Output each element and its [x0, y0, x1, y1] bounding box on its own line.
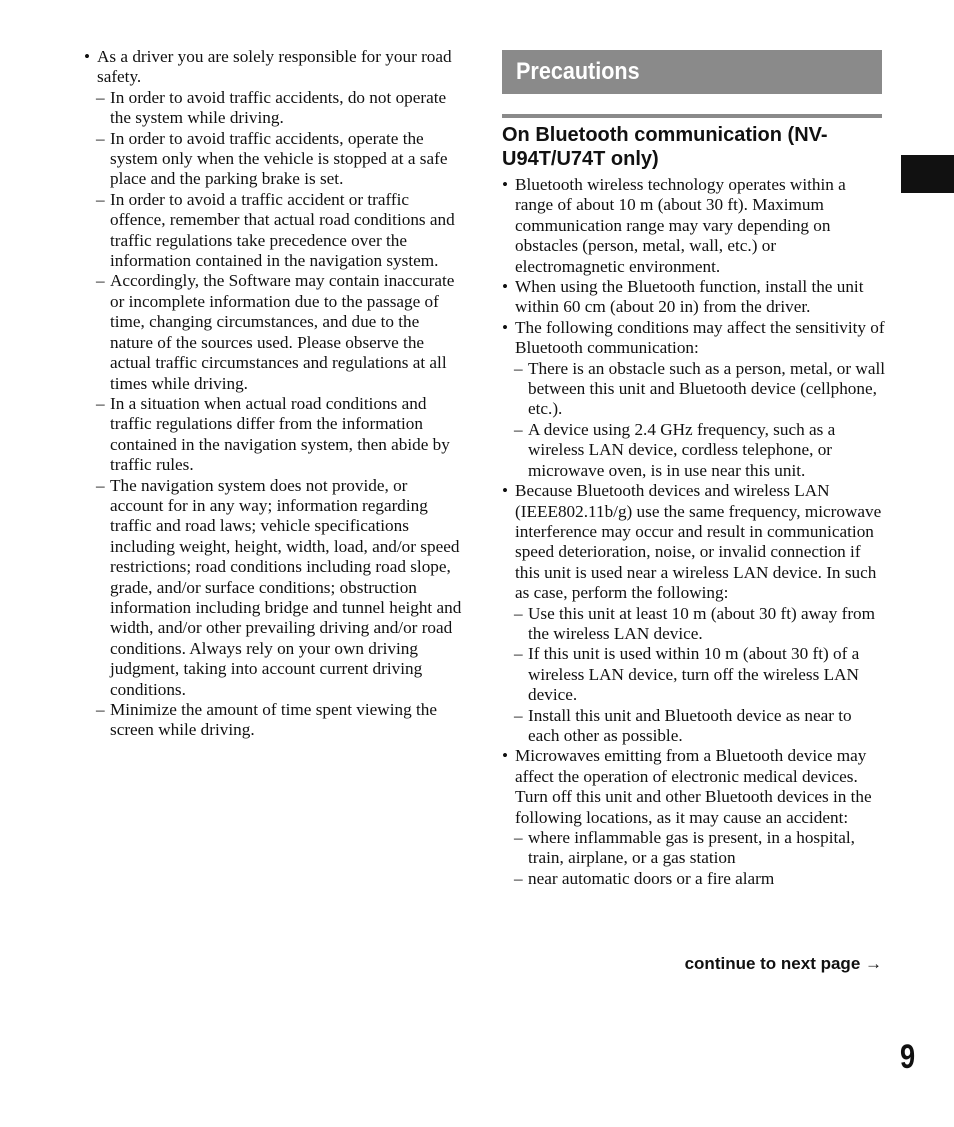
dash-text: The navigation system does not provide, or account for in any way; information regarding traffic and road laws; vehicle specifications including weight, height, width, load, and/or speed restrictions; road conditions including road slope, grade, and/or surface conditions; obstruction information including bridge and tunnel height and width, and/or other prevailing driving and/or road conditions. Always rely on your own driving judgment, taking into account current driving conditions. [110, 475, 462, 699]
dash-text: In order to avoid traffic accidents, do not operate the system while driving. [110, 87, 447, 128]
dash-text: where inflammable gas is present, in a hospital, train, airplane, or a gas station [528, 828, 855, 868]
dash-text: Install this unit and Bluetooth device as near to each other as possible. [528, 705, 852, 745]
bullet-mark: • [84, 47, 91, 66]
dash-item [84, 476, 464, 700]
dash-item [502, 828, 887, 869]
dash-mark: – [96, 475, 105, 495]
right-column [502, 50, 887, 889]
bullet-item [502, 277, 887, 318]
dash-item [84, 88, 464, 129]
dash-mark: – [96, 87, 105, 107]
dash-item [84, 129, 464, 190]
bullet-item [502, 318, 887, 359]
dash-text: Accordingly, the Software may contain inaccurate or incomplete information due to the passage of time, changing circumstances, and due to the nature of the sources used. Please observe the actual traffic circumstances and regulations at all times while driving. [110, 271, 455, 393]
dash-item [84, 394, 464, 476]
dash-text: A device using 2.4 GHz frequency, such as a wireless LAN device, cordless telephone, or microwave oven, is in use near this unit. [528, 419, 836, 480]
bullet-text: Microwaves emitting from a Bluetooth device may affect the operation of electronic medical devices. Turn off this unit and other Bluetooth devices in the following locations, as it may cause an accident: [515, 746, 872, 827]
dash-mark: – [514, 828, 523, 847]
dash-mark: – [96, 700, 105, 719]
dash-mark: – [514, 705, 523, 725]
dash-item [84, 271, 464, 393]
bullet-mark: • [502, 317, 509, 337]
dash-item [502, 644, 887, 705]
dash-text: Minimize the amount of time spent viewing the screen while driving. [110, 700, 437, 740]
dash-item [502, 359, 887, 420]
bullet-item [502, 746, 887, 828]
dash-text: If this unit is used within 10 m (about 30 ft) of a wireless LAN device, turn off the wireless LAN device. [528, 644, 860, 705]
dash-mark: – [514, 419, 523, 439]
dash-item [84, 190, 464, 272]
bullet-text: The following conditions may affect the sensitivity of Bluetooth communication: [515, 317, 885, 358]
bullet-mark: • [502, 277, 509, 297]
bullet-mark: • [502, 175, 509, 194]
dash-text: There is an obstacle such as a person, metal, or wall between this unit and Bluetooth device (cellphone, etc.). [528, 358, 885, 419]
bullet-item [84, 47, 464, 88]
dash-mark: – [96, 128, 105, 148]
dash-mark: – [514, 644, 523, 664]
dash-item [502, 604, 887, 645]
bullet-mark: • [502, 746, 509, 766]
dash-item [502, 706, 887, 747]
dash-mark: – [514, 603, 523, 623]
bullet-text: When using the Bluetooth function, install the unit within 60 cm (about 20 in) from the driver. [515, 277, 864, 317]
bullet-text: Bluetooth wireless technology operates within a range of about 10 m (about 30 ft). Maximum communication range may vary depending on obstacles (person, metal, wall, etc.) or electromagnetic environment. [515, 175, 846, 276]
subheading: On Bluetooth communication (NV-U94T/U74T only) [502, 124, 828, 170]
dash-mark: – [96, 393, 105, 413]
page-number: 9 [900, 1038, 916, 1076]
dash-text: In order to avoid a traffic accident or traffic offence, remember that actual road conditions and traffic regulations take precedence over the information contained in the navigation system. [110, 189, 455, 271]
bullet-text: As a driver you are solely responsible for your road safety. [97, 47, 452, 87]
dash-item [84, 700, 464, 741]
dash-text: In a situation when actual road conditions and traffic regulations differ from the information contained in the navigation system, then abide by traffic rules. [110, 393, 450, 475]
dash-text: Use this unit at least 10 m (about 30 ft) away from the wireless LAN device. [528, 603, 876, 643]
bullet-text: Because Bluetooth devices and wireless LAN (IEEE802.11b/g) use the same frequency, microwave interference may occur and result in communication speed deterioration, noise, or invalid connection if this unit is used near a wireless LAN device. In such as case, perform the following: [515, 481, 882, 603]
dash-mark: – [96, 189, 105, 209]
bullet-item [502, 175, 887, 277]
section-banner [502, 50, 882, 94]
dash-text: near automatic doors or a fire alarm [528, 868, 775, 888]
bullet-item [502, 481, 887, 603]
dash-mark: – [514, 358, 523, 378]
section-tab-marker [901, 155, 954, 193]
section-rule [502, 114, 882, 118]
dash-text: In order to avoid traffic accidents, operate the system only when the vehicle is stopped at a safe place and the parking brake is set. [110, 128, 448, 189]
left-column [84, 47, 464, 741]
dash-mark: – [514, 868, 523, 888]
section-title: Precautions [516, 58, 640, 85]
dash-mark: – [96, 271, 105, 291]
dash-item [502, 420, 887, 481]
bullet-mark: • [502, 481, 509, 501]
continue-to-next-page: continue to next page → [684, 954, 882, 973]
dash-item [502, 869, 887, 889]
